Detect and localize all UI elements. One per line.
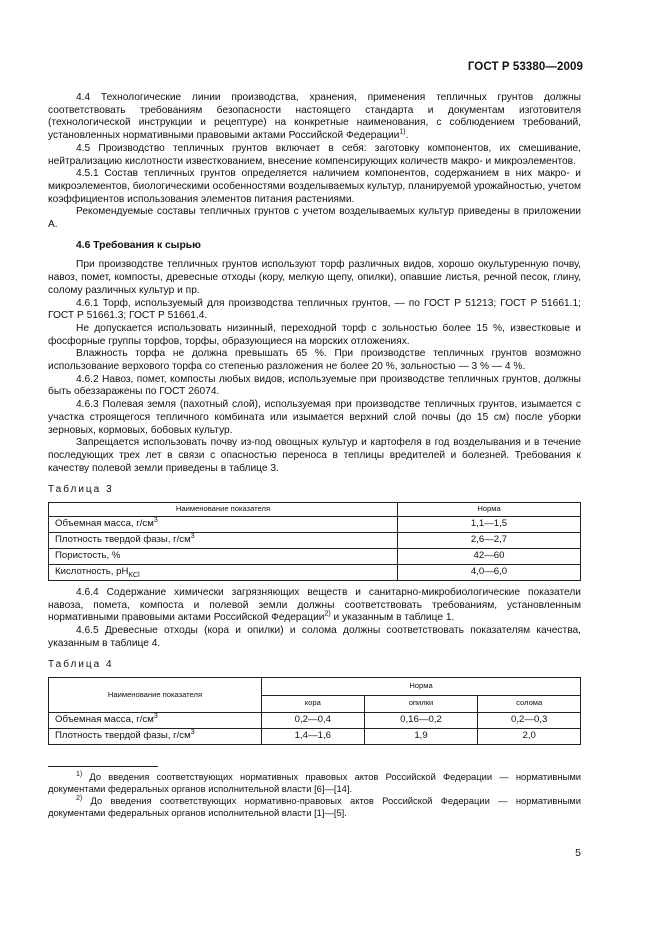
paragraph-raw-materials: При производстве тепличных грунтов используют торф различных видов, хорошо окультуренную почву, навоз, помет, компосты, древесные отходы (кору, мелкую щепу, опилки), опавшие листья, речной песок, глину, солому различных культур и пр. xyxy=(48,259,581,296)
table-cell-value: 1,1—1,5 xyxy=(398,516,581,532)
paragraph-4-6-3: 4.6.3 Полевая земля (пахотный слой), используемая при производстве тепличных грунтов, изымается с участка строящегося тепличного комбината или изымается верхний слой почвы (до 15 см) после уборки зерновых, кормовых, бобовых культур. xyxy=(48,399,581,436)
paragraph-4-6-4 xyxy=(48,587,581,625)
paragraph-4-4 xyxy=(48,92,581,143)
table-cell-name xyxy=(49,548,398,564)
cell-superscript: 3 xyxy=(153,516,158,524)
paragraph-4-5: 4.5 Производство тепличных грунтов включает в себя: заготовку компонентов, их смешивание, нейтрализацию кислотности известкованием, внесение компенсирующих количеств макро- и микроэлементов. xyxy=(48,142,581,167)
paragraph-4-5-1: 4.5.1 Состав тепличных грунтов определяется наличием компонентов, содержанием в них макро- и микроэлементов, биологическими особенностями возделываемых культур, планируемой урожайностью, учетом коэффициентов использования элементов питания растениями. xyxy=(48,168,581,205)
footnote-2 xyxy=(48,795,581,819)
footnote-ref-2: 2) xyxy=(324,610,331,618)
document-code-header: ГОСТ Р 53380—2009 xyxy=(467,61,583,73)
table-cell-name xyxy=(49,713,262,729)
footnote-ref-1: 1) xyxy=(399,128,406,136)
table-cell-name xyxy=(49,729,262,745)
cell-subscript: KCl xyxy=(128,571,140,579)
table-cell-name xyxy=(49,564,398,580)
table-subheader-cell: солома xyxy=(478,695,581,713)
footnote-mark: 2) xyxy=(76,794,83,802)
table-row xyxy=(49,713,581,729)
paragraph-4-4-end: . xyxy=(405,130,409,142)
cell-text: Объемная масса, г/см xyxy=(55,714,154,726)
footnote-divider xyxy=(48,766,158,767)
paragraph-not-allowed: Не допускается использовать низинный, переходной торф с зольностью более 15 %, известковые и фосфорные группы торфов, торфы, образующиеся на морских отложениях. xyxy=(48,322,581,347)
cell-superscript: 3 xyxy=(190,728,195,736)
table-4 xyxy=(48,677,581,745)
footnote-1 xyxy=(48,771,581,795)
table-row xyxy=(49,516,581,532)
table-row xyxy=(49,729,581,745)
footnote-mark: 1) xyxy=(76,770,83,778)
table-subheader-cell: кора xyxy=(262,695,365,713)
cell-text: Плотность твердой фазы, г/см xyxy=(55,533,191,545)
paragraph-4-6-4-end: и указанным в таблице 1. xyxy=(330,612,455,624)
table-3 xyxy=(48,502,581,581)
table-row xyxy=(49,548,581,564)
table-cell-value: 0,2—0,4 xyxy=(262,713,365,729)
table-cell-value: 2,6—2,7 xyxy=(398,532,581,548)
paragraph-forbidden: Запрещается использовать почву из-под овощных культур и картофеля в год возделывания и в течение последующих трех лет в связи с опасностью переноса в теплицы вредителей и болезней. Требования к качеству полевой земли приведены в таблице 3. xyxy=(48,437,581,474)
table-cell-value: 0,2—0,3 xyxy=(478,713,581,729)
table-cell-value: 2,0 xyxy=(478,729,581,745)
paragraph-4-6-1: 4.6.1 Торф, используемый для производства тепличных грунтов, — по ГОСТ Р 51213; ГОСТ Р 51661.1; ГОСТ Р 51661.3; ГОСТ Р 51661.4. xyxy=(48,297,581,322)
paragraph-4-6-2: 4.6.2 Навоз, помет, компосты любых видов, используемые при производстве тепличных грунтов, должны быть обеззаражены по ГОСТ 26074. xyxy=(48,373,581,398)
cell-text: Плотность твердой фазы, г/см xyxy=(55,730,191,742)
paragraph-4-6-5: 4.6.5 Древесные отходы (кора и опилки) и солома должны соответствовать показателям качества, указанным в таблице 4. xyxy=(48,624,581,649)
cell-text: Объемная масса, г/см xyxy=(55,517,154,529)
table-cell-value: 1,9 xyxy=(364,729,478,745)
paragraph-4-6-4-text: 4.6.4 Содержание химически загрязняющих веществ и санитарно-микробиологические показатели навоза, помета, компоста и полевой земли должны соответствовать требованиям, установленным нормативными правовыми актами Российской Федерации xyxy=(48,586,581,624)
footnote-text: До введения соответствующих нормативно-правовых актов Российской Федерации — нормативными документами федеральных органов исполнительной власти [1]—[5]. xyxy=(48,795,581,819)
table-header-cell: Наименование показателя xyxy=(49,678,262,713)
paragraph-recommended: Рекомендуемые составы тепличных грунтов с учетом возделываемых культур приведены в приложении А. xyxy=(48,206,581,231)
table-cell-value: 1,4—1,6 xyxy=(262,729,365,745)
table-row xyxy=(49,564,581,580)
cell-text: Кислотность, pH xyxy=(55,565,129,577)
table-header-cell: Норма xyxy=(262,678,581,696)
paragraph-4-4-text: 4.4 Технологические линии производства, хранения, применения тепличных грунтов должны соответствовать требованиям безопасности настоящего стандарта и документам изготовителя (технологической инструкции и рецептуре) на конкретные наименования, с соблюдением требований, установленных нормативными правовыми актами Российской Федерации xyxy=(48,92,581,142)
footnote-text: До введения соответствующих нормативных правовых актов Российской Федерации — нормативными документами федеральных органов исполнительной власти [6]—[14]. xyxy=(48,771,581,795)
cell-superscript: 3 xyxy=(153,712,158,720)
table-cell-value: 4,0—6,0 xyxy=(398,564,581,580)
table-header-row xyxy=(49,503,581,517)
paragraph-moisture: Влажность торфа не должна превышать 65 %. При производстве тепличных грунтов возможно использование верхового торфа со степенью разложения не более 20 %, зольностью — 3 % — 4 %. xyxy=(48,348,581,373)
table-4-caption: Таблица 4 xyxy=(48,659,114,671)
table-cell-name xyxy=(49,516,398,532)
table-header-cell: Наименование показателя xyxy=(49,503,398,517)
table-cell-name xyxy=(49,532,398,548)
table-subheader-cell: опилки xyxy=(364,695,478,713)
table-cell-value: 42—60 xyxy=(398,548,581,564)
table-header-row xyxy=(49,678,581,696)
table-header-cell: Норма xyxy=(398,503,581,517)
page-content xyxy=(48,92,581,819)
page-number: 5 xyxy=(575,847,581,859)
table-row xyxy=(49,532,581,548)
cell-text: Пористость, % xyxy=(55,549,121,561)
table-3-caption: Таблица 3 xyxy=(48,484,114,496)
table-cell-value: 0,16—0,2 xyxy=(364,713,478,729)
cell-superscript: 3 xyxy=(190,532,195,540)
section-heading-4-6: 4.6 Требования к сырью xyxy=(76,239,201,251)
